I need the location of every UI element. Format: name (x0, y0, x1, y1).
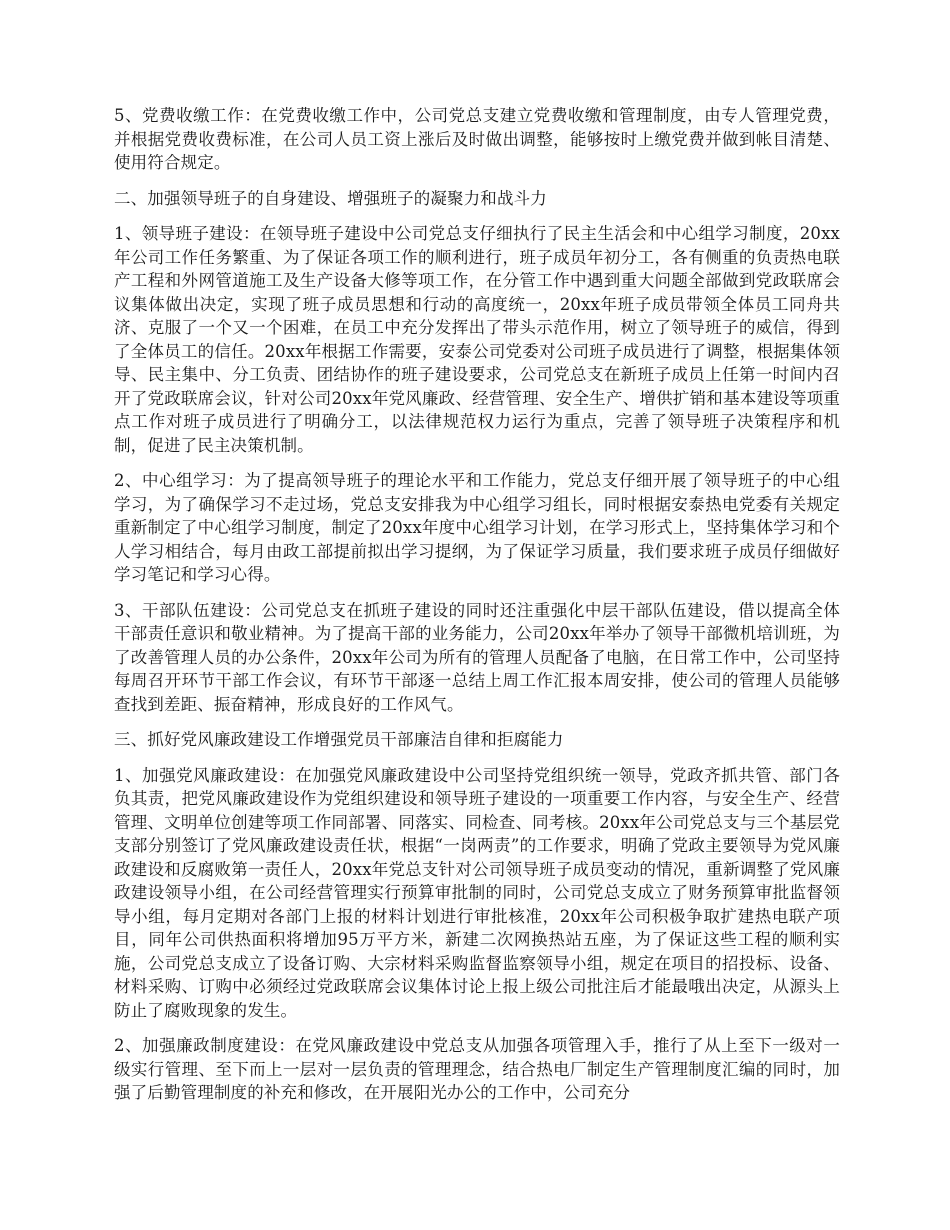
section-heading-leadership: 二、加强领导班子的自身建设、增强班子的凝聚力和战斗力 (114, 188, 547, 208)
paragraph-central-group-study: 2、中心组学习：为了提高领导班子的理论水平和工作能力，党总支仔细开展了领导班子的中心组学习，为了确保学习不走过场，党总支安排我为中心组学习组长，同时根据安泰热电党委有关规定重新制定了中心组学习制度，制定了20xx年度中心组学习计划，在学习形式上，坚持集体学习和个人学习相结合，每月由政工部提前拟出学习提纲，为了保证学习质量，我们要求班子成员仔细做好学习笔记和学习心得。 (114, 471, 840, 584)
paragraph-integrity-system: 2、加强廉政制度建设：在党风廉政建设中党总支从加强各项管理入手，推行了从上至下一级对一级实行管理、至下而上一层对一层负责的管理理念，结合热电厂制定生产管理制度汇编的同时，加强了后勤管理制度的补充和修改，在开展阳光办公的工作中，公司充分 (114, 1036, 840, 1102)
document-body (114, 104, 840, 1117)
paragraph-cadre-team: 3、干部队伍建设：公司党总支在抓班子建设的同时还注重强化中层干部队伍建设，借以提高全体干部责任意识和敬业精神。为了提高干部的业务能力，公司20xx年举办了领导干部微机培训班，为了改善管理人员的办公条件，20xx年公司为所有的管理人员配备了电脑，在日常工作中，公司坚持每周召开环节干部工作会议，有环节干部逐一总结上周工作汇报本周安排，使公司的管理人员能够查找到差距、振奋精神，形成良好的工作风气。 (114, 600, 840, 714)
paragraph-leadership-building: 1、领导班子建设：在领导班子建设中公司党总支仔细执行了民主生活会和中心组学习制度，20xx年公司工作任务繁重、为了保证各项工作的顺利进行，班子成员年初分工，各有侧重的负责热电联产工程和外网管道施工及生产设备大修等项工作，在分管工作中遇到重大问题全部做到党政联席会议集体做出决定，实现了班子成员思想和行动的高度统一，20xx年班子成员带领全体员工同舟共济、克服了一个又一个困难，在员工中充分发挥出了带头示范作用，树立了领导班子的威信，得到了全体员工的信任。20xx年根据工作需要，安泰公司党委对公司班子成员进行了调整，根据集体领导、民主集中、分工负责、团结协作的班子建设要求，公司党总支在新班子成员上任第一时间内召开了党政联席会议，针对公司20xx年党风廉政、经营管理、安全生产、增供扩销和基本建设等项重点工作对班子成员进行了明确分工，以法律规范权力运行为重点，完善了领导班子决策程序和机制，促进了民主决策机制。 (114, 224, 840, 455)
paragraph-integrity-building: 1、加强党风廉政建设：在加强党风廉政建设中公司坚持党组织统一领导，党政齐抓共管、部门各负其责，把党风廉政建设作为党组织建设和领导班子建设的一项重要工作内容，与安全生产、经营管理、文明单位创建等项工作同部署、同落实、同检查、同考核。20xx年公司党总支与三个基层党支部分别签订了党风廉政建设责任状，根据“一岗两责”的工作要求，明确了党政主要领导为党风廉政建设和反腐败第一责任人，20xx年党总支针对公司领导班子成员变动的情况，重新调整了党风廉政建设领导小组，在公司经营管理实行预算审批制的同时，公司党总支成立了财务预算审批监督领导小组，每月定期对各部门上报的材料计划进行审批核准，20xx年公司积极争取扩建热电联产项目，同年公司供热面积将增加95万平方米，新建二次网换热站五座，为了保证这些工程的顺利实施，公司党总支成立了设备订购、大宗材料采购监督监察领导小组，规定在项目的招投标、设备、材料采购、订购中必须经过党政联席会议集体讨论上报上级公司批注后才能最哦出决定，从源头上防止了腐败现象的发生。 (114, 765, 840, 1020)
paragraph-party-dues: 5、党费收缴工作：在党费收缴工作中，公司党总支建立党费收缴和管理制度，由专人管理党费，并根据党费收费标准，在公司人员工资上涨后及时做出调整，能够按时上缴党费并做到帐目清楚、使用符合规定。 (114, 106, 840, 172)
section-heading-integrity: 三、抓好党风廉政建设工作增强党员干部廉洁自律和拒腐能力 (114, 730, 564, 749)
